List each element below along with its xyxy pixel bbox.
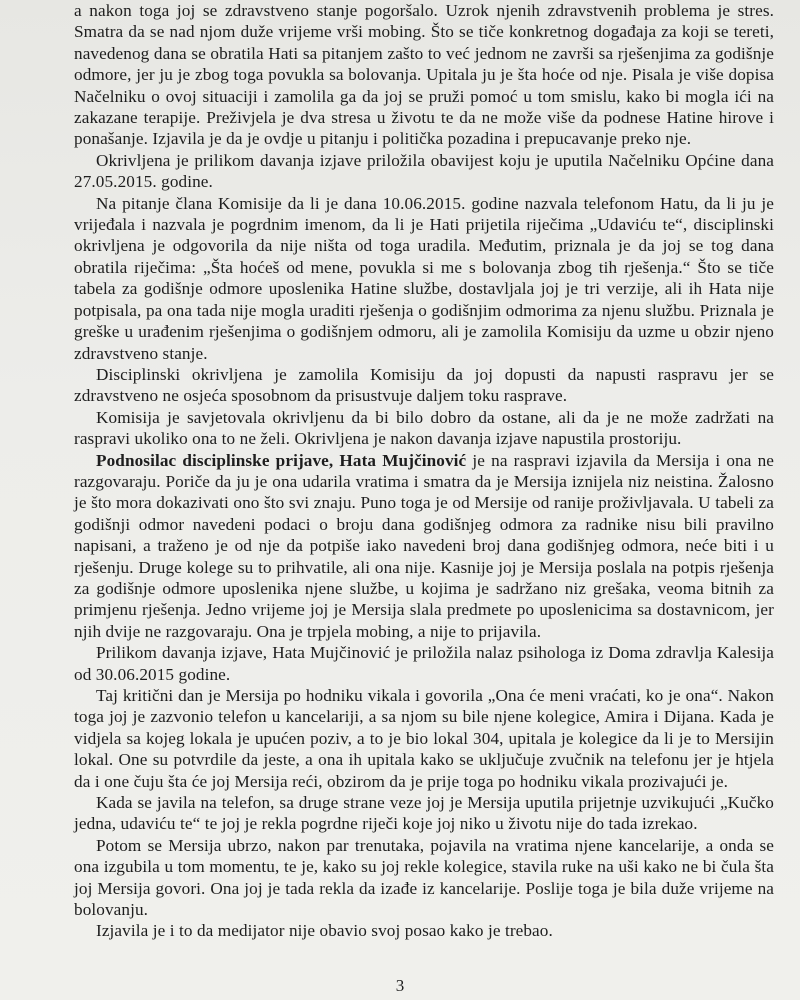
- paragraph-5: [74, 407, 774, 450]
- paragraph-9: [74, 792, 774, 835]
- paragraph-text: Na pitanje člana Komisije da li je dana 10.06.2015. godine nazvala telefonom Hatu, da li ju je vrijeđala i nazvala je pogrdnim imenom, da li je Hati prijetila riječima „Udaviću te“, disciplinski okrivljena je odgovorila da nije ništa od toga uradila. Međutim, priznala je da joj se tog dana obratila riječima: „Šta hoćeš od mene, povukla si me s bolovanja zbog tih rješenja.“ Što se tiče tabela za godišnje odmore uposlenika Hatine službe, dostavljala joj je tri verzije, ali ih Hata nije potpisala, pa ona tada nije mogla uraditi rješenja o godišnjim odmorima za njenu službu. Priznala je greške u urađenim rješenjima o godišnjem odmoru, ali je zamolila Komisiju da uzme u obzir njeno zdravstveno stanje.: [74, 193, 774, 363]
- paragraph-11: [74, 920, 774, 941]
- paragraph-text: Okrivljena je prilikom davanja izjave priložila obavijest koju je uputila Načelniku Općine dana 27.05.2015. godine.: [74, 150, 774, 192]
- paragraph-text: Disciplinski okrivljena je zamolila Komisiju da joj dopusti da napusti raspravu jer se zdravstveno ne osjeća sposobnom da prisustvuje daljem toku rasprave.: [74, 364, 774, 406]
- paragraph-text: Potom se Mersija ubrzo, nakon par trenutaka, pojavila na vratima njene kancelarije, a onda se ona izgubila u tom momentu, te je, kako su joj rekle kolegice, stavila ruke na uši kako ne bi čula šta joj Mersija govori. Ona joj je tada rekla da izađe iz kancelarije. Poslije toga je bila duže vrijeme na bolovanju.: [74, 835, 774, 920]
- paragraph-2: [74, 150, 774, 193]
- paragraph-8: [74, 685, 774, 792]
- paragraph-6: [74, 450, 774, 643]
- paragraph-text: je na raspravi izjavila da Mersija i ona ne razgovaraju. Poriče da ju je ona udarila vratima i smatra da je Mersija iznijela niz neistina. Žalosno je što mora dokazivati ono što svi znaju. Puno toga je od Mersije od ranije proživljavala. U tabeli za godišnji odmor navedeni podaci o broju dana godišnjeg odmora za radnike nisu bili pravilno napisani, a traženo je od nje da potpiše iako navedeni broj dana godišnjeg odmora, neće biti i u rješenju. Druge kolege su to prihvatile, ali ona nije. Kasnije joj je Mersija poslala na potpis rješenja za godišnje odmore uposlenika njene službe, u kojima je sadržano niz grešaka, veoma bitnih za primjenu rješenja. Jedno vrijeme joj je Mersija slala predmete po uposlenicima sa dostavnicom, jer njih dvije ne razgovaraju. Ona je trpjela mobing, a nije to prijavila.: [74, 450, 774, 641]
- paragraph-4: [74, 364, 774, 407]
- paragraph-bold-lead: Podnosilac disciplinske prijave, Hata Mujčinović: [96, 450, 467, 470]
- paragraph-text: Izjavila je i to da medijator nije obavio svoj posao kako je trebao.: [96, 921, 553, 941]
- paragraph-text: a nakon toga joj se zdravstveno stanje pogoršalo. Uzrok njenih zdravstvenih problema je stres. Smatra da se nad njom duže vrijeme vrši mobing. Što se tiče konkretnog događaja za koji se tereti, navedenog dana se obratila Hati sa pitanjem zašto to već jednom ne završi sa rješenjima za godišnje odmore, jer ju je zbog toga povukla sa bolovanja. Upitala ju je šta hoće od nje. Pisala je više dopisa Načelniku o ovoj situaciji i zamolila ga da joj se pruži pomoć u tom smislu, kako bi mogla ići na zakazane terapije. Preživjela je dva stresa u životu te da ne može više da podnese Hatine hirove i ponašanje. Izjavila je da je ovdje u pitanju i politička pozadina i prepucavanje preko nje.: [74, 1, 774, 149]
- paragraph-7: [74, 642, 774, 685]
- paragraph-1: [74, 0, 774, 150]
- page-number: 3: [395, 976, 405, 995]
- paragraph-text: Prilikom davanja izjave, Hata Mujčinović je priložila nalaz psihologa iz Doma zdravlja Kalesija od 30.06.2015 godine.: [74, 643, 774, 684]
- document-body: [74, 0, 774, 942]
- paragraph-text: Kada se javila na telefon, sa druge strane veze joj je Mersija uputila prijetnje uzvikujući „Kučko jedna, udaviću te“ te joj je rekla pogrdne riječi koje joj niko u životu nije do tada izrekao.: [74, 793, 774, 834]
- paragraph-text: Komisija je savjetovala okrivljenu da bi bilo dobro da ostane, ali da je ne može zadržati na raspravi ukoliko ona to ne želi. Okrivljena je nakon davanja izjave napustila prostoriju.: [74, 407, 774, 449]
- paragraph-10: [74, 835, 774, 921]
- paragraph-3: [74, 193, 774, 364]
- paragraph-text: Taj kritični dan je Mersija po hodniku vikala i govorila „Ona će meni vraćati, ko je ona“. Nakon toga joj je zazvonio telefon u kancelariji, a sa njom su bile njene kolegice, Amira i Dijana. Kada je vidjela sa kojeg lokala je upućen poziv, a to je bio lokal 304, upitala je kolegice da li je to Mersijin lokal. One su potvrdile da jeste, a ona ih upitala kako se uključuje zvučnik na telefonu jer je htjela da i one čuju šta će joj Mersija reći, obzirom da je prije toga po hodniku vikala prozivajući je.: [74, 686, 774, 791]
